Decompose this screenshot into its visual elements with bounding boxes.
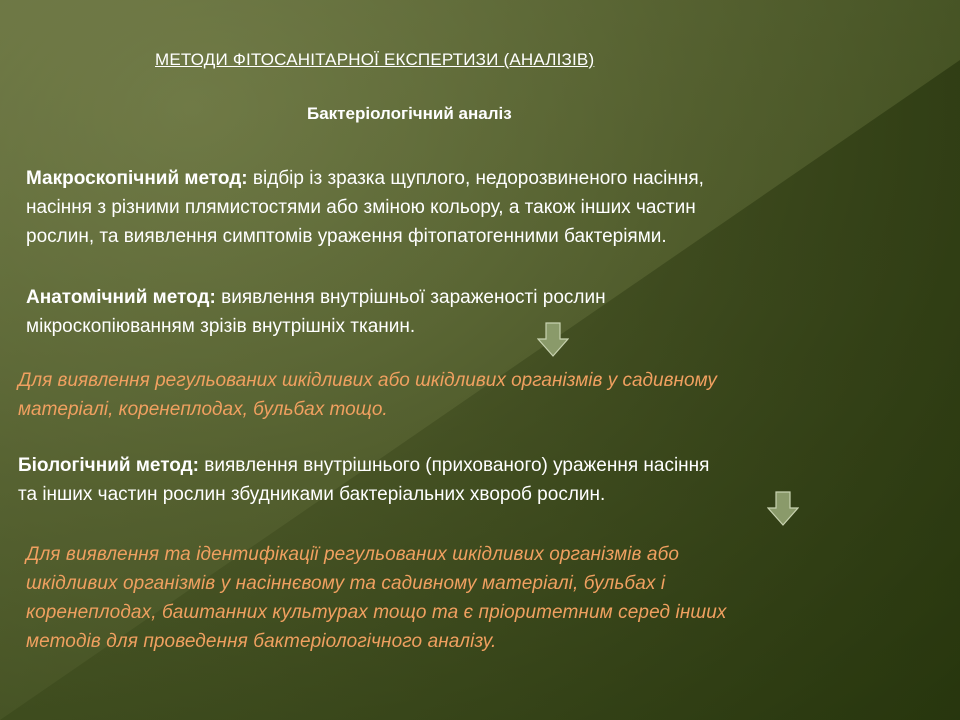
down-arrow-icon [767,491,799,527]
macroscopic-text-3: рослин, та виявлення симптомів ураження фітопатогенними бактеріями. [26,226,667,247]
anatomical-method-paragraph [26,283,926,341]
anatomical-line-1 [26,283,926,312]
biological-line-1 [18,451,938,480]
biological-note-line-4: методів для проведення бактеріологічного аналізу. [26,631,497,652]
biological-note-line-3: коренеплодах, баштанних культурах тощо та є пріоритетним серед інших [26,602,727,623]
biological-method-paragraph [18,451,938,509]
biological-method-term: Біологічний метод: [18,455,200,476]
biological-note-line-1: Для виявлення та ідентифікації регульованих шкідливих організмів або [26,544,680,565]
macroscopic-text-1: відбір із зразка щуплого, недорозвиненого насіння, [247,168,704,189]
macroscopic-method-term: Макроскопічний метод: [26,168,248,189]
anatomical-text-2: мікроскопіюванням зрізів внутрішніх тканин. [26,316,416,337]
slide-subtitle: Бактеріологічний аналіз [307,104,512,123]
biological-method-note [26,540,926,656]
slide-title: МЕТОДИ ФІТОСАНІТАРНОЇ ЕКСПЕРТИЗИ (АНАЛІЗІВ) [155,50,595,69]
biological-note-line-2: шкідливих організмів у насіннєвому та садивному матеріалі, бульбах і [26,573,666,594]
macroscopic-line-1 [26,164,926,193]
anatomical-method-note [18,366,938,424]
down-arrow-icon [537,322,569,358]
anatomical-method-term: Анатомічний метод: [26,287,216,308]
anatomical-note-line-1: Для виявлення регульованих шкідливих або шкідливих організмів у садивному [18,370,717,391]
biological-text-2: та інших частин рослин збудниками бактеріальних хвороб рослин. [18,484,606,505]
anatomical-text-1: виявлення внутрішньої зараженості рослин [215,287,606,308]
macroscopic-text-2: насіння з різними плямистостями або зміною кольору, а також інших частин [26,197,696,218]
macroscopic-method-paragraph [26,164,926,251]
biological-text-1: виявлення внутрішнього (прихованого) ураження насіння [199,455,710,476]
anatomical-note-line-2: матеріалі, коренеплодах, бульбах тощо. [18,399,388,420]
